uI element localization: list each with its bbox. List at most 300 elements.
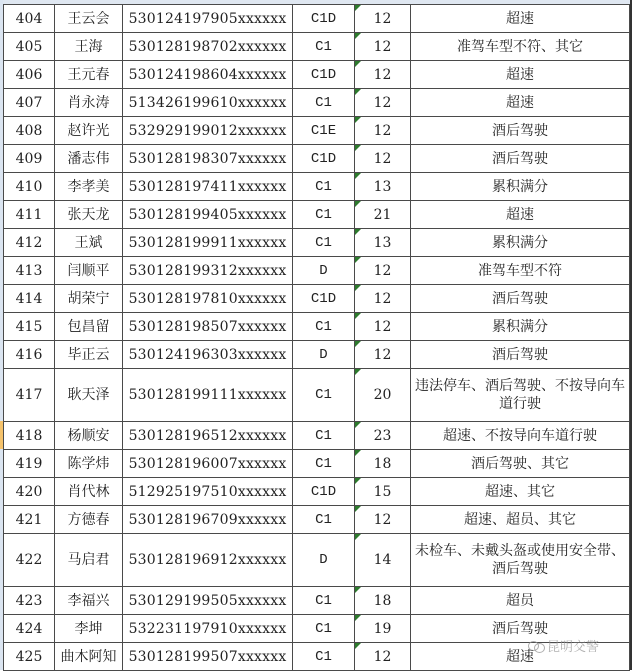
- cell-id-number[interactable]: [123, 173, 293, 201]
- cell-score-text: 15: [373, 483, 392, 500]
- cell-reason-text: 超速: [506, 94, 534, 111]
- cell-id-number-text: 530128198702xxxxxx: [128, 38, 287, 55]
- cell-name[interactable]: [55, 450, 123, 478]
- cell-number-text: 409: [15, 150, 43, 167]
- cell-id-number[interactable]: [123, 313, 293, 341]
- cell-reason[interactable]: [411, 257, 630, 285]
- cell-name-text: 闫顺平: [67, 262, 110, 279]
- cell-name[interactable]: [55, 89, 123, 117]
- cell-score[interactable]: [355, 257, 411, 285]
- cell-reason[interactable]: [411, 285, 630, 313]
- cell-license-class[interactable]: [293, 506, 355, 534]
- cell-id-number[interactable]: [123, 201, 293, 229]
- error-indicator-icon: [355, 61, 361, 67]
- cell-reason-text: 超速: [506, 206, 534, 223]
- cell-number[interactable]: [4, 615, 55, 643]
- cell-score[interactable]: [355, 450, 411, 478]
- cell-license-class-text: C1: [315, 38, 332, 55]
- watermark: [528, 636, 599, 655]
- table-row: [4, 117, 630, 145]
- cell-score-text: 19: [373, 620, 392, 637]
- cell-id-number[interactable]: [123, 534, 293, 587]
- cell-score-text: 12: [373, 10, 392, 27]
- cell-id-number-text: 532929199012xxxxxx: [128, 122, 287, 139]
- cell-reason[interactable]: [411, 61, 630, 89]
- cell-reason-text: 累积满分: [492, 178, 548, 195]
- cell-number-text: 421: [15, 511, 43, 528]
- cell-score[interactable]: [355, 643, 411, 671]
- cell-score-text: 12: [373, 66, 392, 83]
- error-indicator-icon: [355, 229, 361, 235]
- cell-id-number[interactable]: [123, 422, 293, 450]
- cell-number-text: 407: [15, 94, 43, 111]
- cell-score-text: 13: [373, 178, 392, 195]
- cell-license-class[interactable]: [293, 341, 355, 369]
- violation-table: [3, 4, 630, 671]
- cell-license-class[interactable]: [293, 5, 355, 33]
- cell-score-text: 12: [373, 38, 392, 55]
- cell-name-text: 肖永涛: [67, 94, 110, 111]
- error-indicator-icon: [355, 506, 361, 512]
- cell-reason-text: 累积满分: [492, 318, 548, 335]
- cell-score-text: 12: [373, 318, 392, 335]
- cell-number[interactable]: [4, 422, 55, 450]
- cell-id-number[interactable]: [123, 587, 293, 615]
- cell-name[interactable]: [55, 285, 123, 313]
- cell-license-class[interactable]: [293, 257, 355, 285]
- cell-name-text: 方德春: [67, 511, 110, 528]
- cell-number-text: 406: [15, 66, 43, 83]
- cell-score[interactable]: [355, 117, 411, 145]
- cell-name[interactable]: [55, 229, 123, 257]
- cell-reason-text: 超员: [506, 592, 534, 609]
- table-row: [4, 33, 630, 61]
- cell-license-class-text: C1: [315, 511, 332, 528]
- cell-license-class-text: C1: [315, 592, 332, 609]
- cell-name-text: 李福兴: [67, 592, 110, 609]
- cell-name[interactable]: [55, 257, 123, 285]
- table-row: [4, 229, 630, 257]
- cell-number[interactable]: [4, 5, 55, 33]
- cell-license-class-text: C1D: [310, 290, 337, 307]
- cell-reason-text: 酒后驾驶: [492, 620, 548, 637]
- cell-reason-text: 准驾车型不符: [478, 262, 562, 279]
- cell-id-number[interactable]: [123, 643, 293, 671]
- table-row: [4, 478, 630, 506]
- cell-license-class-text: C1: [315, 318, 332, 335]
- cell-reason[interactable]: [411, 341, 630, 369]
- cell-license-class[interactable]: [293, 478, 355, 506]
- cell-score[interactable]: [355, 506, 411, 534]
- cell-score[interactable]: [355, 61, 411, 89]
- cell-name-text: 杨顺安: [67, 427, 110, 444]
- cell-reason[interactable]: [411, 229, 630, 257]
- cell-name[interactable]: [55, 422, 123, 450]
- cell-score[interactable]: [355, 369, 411, 422]
- cell-score[interactable]: [355, 201, 411, 229]
- cell-score[interactable]: [355, 5, 411, 33]
- cell-id-number-text: 530128199111xxxxxx: [128, 387, 287, 403]
- cell-number-text: 419: [15, 455, 43, 472]
- cell-name[interactable]: [55, 478, 123, 506]
- table-row: [4, 506, 630, 534]
- cell-score[interactable]: [355, 422, 411, 450]
- cell-score-text: 13: [373, 234, 392, 251]
- cell-name[interactable]: [55, 615, 123, 643]
- cell-license-class[interactable]: [293, 615, 355, 643]
- cell-name[interactable]: [55, 173, 123, 201]
- cell-id-number[interactable]: [123, 506, 293, 534]
- cell-number-text: 423: [15, 592, 43, 609]
- cell-number-text: 425: [15, 648, 43, 665]
- cell-license-class[interactable]: [293, 450, 355, 478]
- cell-name-text: 耿天泽: [67, 387, 110, 403]
- cell-reason-text: 准驾车型不符、其它: [457, 38, 583, 55]
- cell-reason[interactable]: [411, 117, 630, 145]
- error-indicator-icon: [355, 478, 361, 484]
- cell-name[interactable]: [55, 61, 123, 89]
- cell-score[interactable]: [355, 615, 411, 643]
- cell-score-text: 12: [373, 94, 392, 111]
- cell-number[interactable]: [4, 369, 55, 422]
- cell-reason[interactable]: [411, 587, 630, 615]
- cell-number-text: 414: [15, 290, 43, 307]
- cell-id-number-text: 530124196303xxxxxx: [128, 346, 287, 363]
- cell-name-text: 李坤: [74, 620, 103, 637]
- cell-number[interactable]: [4, 229, 55, 257]
- error-indicator-icon: [355, 33, 361, 39]
- cell-score[interactable]: [355, 341, 411, 369]
- cell-license-class-text: C1D: [310, 150, 337, 167]
- cell-reason[interactable]: [411, 450, 630, 478]
- cell-number-text: 410: [15, 178, 43, 195]
- table-row: [4, 5, 630, 33]
- cell-id-number-text: 530128198307xxxxxx: [128, 150, 287, 167]
- cell-score-text: 12: [373, 346, 392, 363]
- error-indicator-icon: [355, 145, 361, 151]
- table-row: [4, 313, 630, 341]
- cell-score[interactable]: [355, 285, 411, 313]
- cell-name[interactable]: [55, 5, 123, 33]
- cell-name-text: 曲木阿知: [60, 648, 117, 665]
- cell-score-text: 18: [373, 592, 392, 609]
- error-indicator-icon: [355, 313, 361, 319]
- cell-name-text: 胡荣宁: [67, 290, 110, 307]
- error-indicator-icon: [355, 257, 361, 263]
- cell-id-number[interactable]: [123, 117, 293, 145]
- cell-reason-text: 累积满分: [492, 234, 548, 251]
- cell-license-class-text: C1: [315, 234, 332, 251]
- cell-license-class[interactable]: [293, 117, 355, 145]
- cell-name[interactable]: [55, 313, 123, 341]
- cell-name[interactable]: [55, 587, 123, 615]
- cell-license-class[interactable]: [293, 534, 355, 587]
- error-indicator-icon: [355, 587, 361, 593]
- cell-number-text: 405: [15, 38, 43, 55]
- cell-reason[interactable]: [411, 313, 630, 341]
- cell-license-class-text: C1: [315, 427, 332, 444]
- cell-name-text: 马启君: [67, 552, 110, 568]
- cell-id-number-text: 530128197411xxxxxx: [128, 178, 287, 195]
- cell-name-text: 赵许光: [67, 122, 110, 139]
- cell-name[interactable]: [55, 643, 123, 671]
- cell-id-number-text: 530129199505xxxxxx: [128, 592, 287, 609]
- cell-number[interactable]: [4, 257, 55, 285]
- cell-reason-text: 酒后驾驶: [492, 150, 548, 167]
- cell-number[interactable]: [4, 201, 55, 229]
- cell-license-class-text: D: [319, 552, 328, 568]
- cell-reason[interactable]: [411, 5, 630, 33]
- cell-reason-text: 未检车、未戴头盔或使用安全带、酒后驾驶: [415, 543, 625, 577]
- cell-license-class-text: D: [319, 262, 328, 279]
- cell-id-number-text: 513426199610xxxxxx: [128, 94, 287, 111]
- cell-score-text: 23: [373, 427, 392, 444]
- cell-license-class-text: C1: [315, 94, 332, 111]
- cell-score[interactable]: [355, 587, 411, 615]
- cell-reason[interactable]: [411, 506, 630, 534]
- cell-license-class[interactable]: [293, 285, 355, 313]
- cell-reason-text: 酒后驾驶、其它: [471, 455, 569, 472]
- cell-license-class[interactable]: [293, 369, 355, 422]
- cell-id-number-text: 530128199911xxxxxx: [128, 234, 287, 251]
- cell-reason[interactable]: [411, 201, 630, 229]
- cell-reason-text: 违法停车、酒后驾驶、不按导向车道行驶: [415, 378, 625, 412]
- error-indicator-icon: [355, 341, 361, 347]
- cell-name-text: 陈学炜: [67, 455, 110, 472]
- cell-score-text: 12: [373, 648, 392, 665]
- cell-id-number-text: 530128196912xxxxxx: [128, 552, 287, 568]
- table-row: [4, 201, 630, 229]
- cell-number[interactable]: [4, 450, 55, 478]
- cell-name[interactable]: [55, 341, 123, 369]
- cell-license-class[interactable]: [293, 61, 355, 89]
- cell-id-number-text: 532231197910xxxxxx: [128, 620, 287, 637]
- cell-number-text: 422: [15, 552, 43, 568]
- cell-id-number-text: 530128199507xxxxxx: [128, 648, 287, 665]
- cell-score[interactable]: [355, 145, 411, 173]
- cell-number[interactable]: [4, 478, 55, 506]
- cell-name[interactable]: [55, 369, 123, 422]
- cell-license-class[interactable]: [293, 229, 355, 257]
- cell-license-class[interactable]: [293, 587, 355, 615]
- cell-reason-text: 酒后驾驶: [492, 122, 548, 139]
- cell-id-number[interactable]: [123, 33, 293, 61]
- cell-score-text: 12: [373, 122, 392, 139]
- error-indicator-icon: [355, 534, 361, 540]
- table-row: [4, 450, 630, 478]
- cell-id-number-text: 530124197905xxxxxx: [128, 10, 287, 27]
- cell-number[interactable]: [4, 89, 55, 117]
- cell-id-number[interactable]: [123, 615, 293, 643]
- cell-score-text: 18: [373, 455, 392, 472]
- cell-name-text: 王海: [74, 38, 103, 55]
- error-indicator-icon: [355, 173, 361, 179]
- cell-id-number-text: 530128199405xxxxxx: [128, 206, 287, 223]
- cell-name-text: 包昌留: [67, 318, 110, 335]
- wechat-icon: [528, 640, 544, 652]
- cell-reason[interactable]: [411, 33, 630, 61]
- cell-number-text: 418: [15, 427, 43, 444]
- cell-id-number-text: 530128196512xxxxxx: [128, 427, 287, 444]
- cell-score[interactable]: [355, 478, 411, 506]
- cell-license-class-text: C1E: [310, 122, 337, 139]
- table-row: [4, 422, 630, 450]
- cell-id-number[interactable]: [123, 229, 293, 257]
- cell-id-number-text: 512925197510xxxxxx: [128, 483, 287, 500]
- cell-score[interactable]: [355, 534, 411, 587]
- cell-reason[interactable]: [411, 173, 630, 201]
- cell-name[interactable]: [55, 33, 123, 61]
- cell-reason-text: 超速、超员、其它: [464, 511, 576, 528]
- cell-score-text: 20: [373, 387, 392, 403]
- cell-name-text: 王元春: [67, 66, 110, 83]
- table-row: [4, 285, 630, 313]
- cell-number[interactable]: [4, 173, 55, 201]
- sheet-right-edge: [630, 0, 637, 670]
- cell-license-class-text: D: [319, 346, 328, 363]
- cell-name-text: 潘志伟: [67, 150, 110, 167]
- cell-license-class-text: C1: [315, 648, 332, 665]
- cell-reason[interactable]: [411, 478, 630, 506]
- cell-name[interactable]: [55, 117, 123, 145]
- cell-score-text: 12: [373, 511, 392, 528]
- cell-name[interactable]: [55, 534, 123, 587]
- cell-number[interactable]: [4, 587, 55, 615]
- error-indicator-icon: [355, 422, 361, 428]
- cell-number[interactable]: [4, 33, 55, 61]
- cell-license-class[interactable]: [293, 201, 355, 229]
- error-indicator-icon: [355, 615, 361, 621]
- cell-reason-text: 超速、不按导向车道行驶: [443, 427, 597, 444]
- cell-id-number[interactable]: [123, 5, 293, 33]
- table-row: [4, 587, 630, 615]
- cell-number[interactable]: [4, 61, 55, 89]
- cell-number[interactable]: [4, 643, 55, 671]
- cell-id-number[interactable]: [123, 285, 293, 313]
- table-body: [4, 5, 630, 671]
- cell-license-class-text: C1: [315, 178, 332, 195]
- cell-reason-text: 超速: [506, 10, 534, 27]
- cell-reason[interactable]: [411, 145, 630, 173]
- cell-number[interactable]: [4, 285, 55, 313]
- cell-score[interactable]: [355, 173, 411, 201]
- cell-license-class[interactable]: [293, 313, 355, 341]
- cell-license-class[interactable]: [293, 89, 355, 117]
- cell-reason-text: 超速、其它: [485, 483, 555, 500]
- cell-license-class-text: C1D: [310, 10, 337, 27]
- cell-name-text: 王云会: [67, 10, 110, 27]
- watermark-text: 昆明交警: [547, 640, 600, 655]
- cell-score-text: 14: [373, 552, 392, 568]
- cell-score-text: 12: [373, 262, 392, 279]
- cell-license-class[interactable]: [293, 643, 355, 671]
- cell-number-text: 412: [15, 234, 43, 251]
- cell-license-class[interactable]: [293, 33, 355, 61]
- cell-score[interactable]: [355, 89, 411, 117]
- error-indicator-icon: [355, 450, 361, 456]
- cell-license-class[interactable]: [293, 145, 355, 173]
- cell-score[interactable]: [355, 33, 411, 61]
- error-indicator-icon: [355, 117, 361, 123]
- cell-license-class-text: C1: [315, 206, 332, 223]
- table-row: [4, 257, 630, 285]
- cell-name[interactable]: [55, 201, 123, 229]
- table-row: [4, 173, 630, 201]
- cell-license-class[interactable]: [293, 422, 355, 450]
- cell-id-number[interactable]: [123, 257, 293, 285]
- cell-name[interactable]: [55, 506, 123, 534]
- cell-number-text: 413: [15, 262, 43, 279]
- cell-number[interactable]: [4, 313, 55, 341]
- cell-reason-text: 超速: [506, 648, 534, 665]
- cell-id-number[interactable]: [123, 341, 293, 369]
- cell-license-class-text: C1: [315, 387, 332, 403]
- error-indicator-icon: [355, 369, 361, 375]
- error-indicator-icon: [355, 201, 361, 207]
- cell-license-class-text: C1: [315, 620, 332, 637]
- cell-id-number[interactable]: [123, 89, 293, 117]
- cell-number-text: 416: [15, 346, 43, 363]
- cell-reason[interactable]: [411, 89, 630, 117]
- cell-id-number-text: 530128199312xxxxxx: [128, 262, 287, 279]
- cell-name-text: 张天龙: [67, 206, 110, 223]
- cell-license-class[interactable]: [293, 173, 355, 201]
- cell-license-class-text: C1D: [310, 483, 337, 500]
- cell-reason-text: 超速: [506, 66, 534, 83]
- cell-number[interactable]: [4, 506, 55, 534]
- cell-license-class-text: C1D: [310, 66, 337, 83]
- cell-score[interactable]: [355, 229, 411, 257]
- error-indicator-icon: [355, 5, 361, 11]
- table-row: [4, 534, 630, 587]
- cell-score-text: 12: [373, 150, 392, 167]
- table-row: [4, 89, 630, 117]
- cell-name[interactable]: [55, 145, 123, 173]
- cell-number-text: 408: [15, 122, 43, 139]
- cell-score-text: 12: [373, 290, 392, 307]
- cell-number-text: 415: [15, 318, 43, 335]
- error-indicator-icon: [355, 285, 361, 291]
- cell-id-number[interactable]: [123, 61, 293, 89]
- cell-id-number-text: 530128196709xxxxxx: [128, 511, 287, 528]
- cell-name-text: 王斌: [74, 234, 103, 251]
- cell-name-text: 毕正云: [67, 346, 110, 363]
- cell-id-number-text: 530128198507xxxxxx: [128, 318, 287, 335]
- cell-number-text: 404: [15, 10, 43, 27]
- cell-number[interactable]: [4, 117, 55, 145]
- cell-number-text: 420: [15, 483, 43, 500]
- cell-reason[interactable]: [411, 369, 630, 422]
- cell-name-text: 李孝美: [67, 178, 110, 195]
- cell-id-number[interactable]: [123, 450, 293, 478]
- cell-number[interactable]: [4, 145, 55, 173]
- cell-id-number[interactable]: [123, 369, 293, 422]
- cell-id-number[interactable]: [123, 478, 293, 506]
- cell-reason[interactable]: [411, 534, 630, 587]
- error-indicator-icon: [355, 643, 361, 649]
- cell-id-number-text: 530128197810xxxxxx: [128, 290, 287, 307]
- cell-reason[interactable]: [411, 422, 630, 450]
- cell-id-number-text: 530128196007xxxxxx: [128, 455, 287, 472]
- cell-reason-text: 酒后驾驶: [492, 290, 548, 307]
- cell-license-class-text: C1: [315, 455, 332, 472]
- cell-number[interactable]: [4, 341, 55, 369]
- table-row: [4, 369, 630, 422]
- cell-score[interactable]: [355, 313, 411, 341]
- cell-id-number-text: 530124198604xxxxxx: [128, 66, 287, 83]
- cell-number[interactable]: [4, 534, 55, 587]
- cell-id-number[interactable]: [123, 145, 293, 173]
